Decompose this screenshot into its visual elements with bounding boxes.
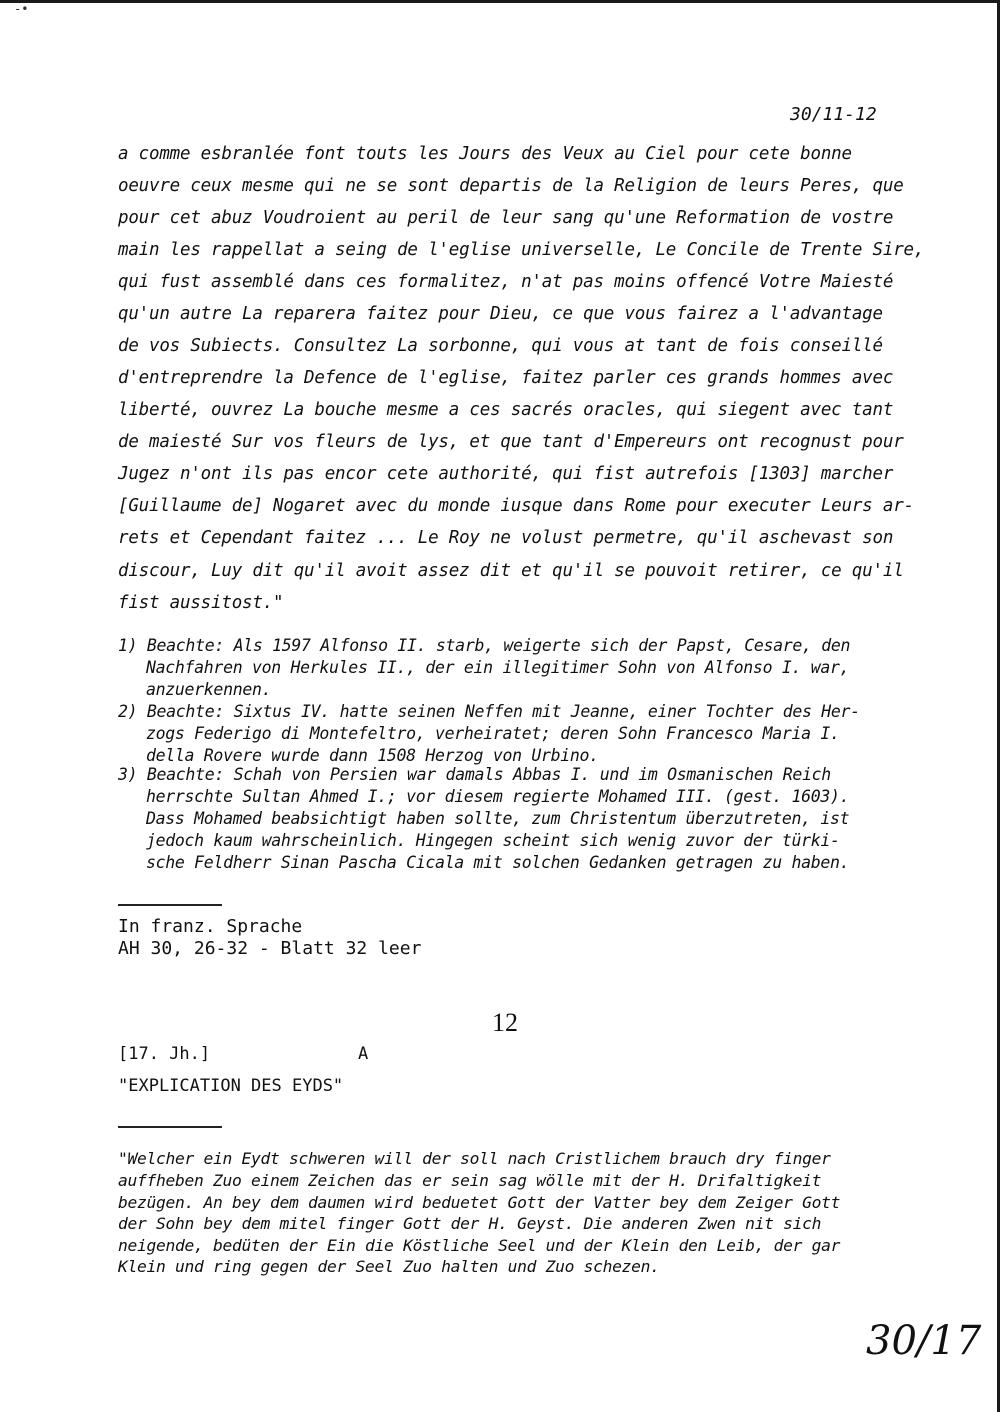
quote-line: auffheben Zuo einem Zeichen das er sein sag wölle mit der H. Drifaltigkeit [118, 1171, 822, 1190]
footnote-3-line: Dass Mohamed beabsichtigt haben sollte, zum Christentum überzutreten, ist [146, 809, 850, 828]
footnote-1-line: 1) Beachte: Als 1597 Alfonso II. starb, weigerte sich der Papst, Cesare, den [118, 636, 851, 655]
letter-line: rets et Cependant faitez ... Le Roy ne volust permetre, qu'il aschevast son [118, 528, 894, 548]
handwritten-folio-number: 30/17 [866, 1318, 982, 1364]
letter-line: qu'un autre La reparera faitez pour Dieu, ce que vous fairez a l'advantage [118, 304, 883, 324]
document-type: A [358, 1044, 369, 1064]
letter-line: oeuvre ceux mesme qui ne se sont departis de la Religion de leurs Peres, que [118, 176, 904, 196]
quote-line: Klein und ring gegen der Seel Zuo halten und Zuo schezen. [118, 1257, 660, 1276]
letter-line: d'entreprendre la Defence de l'eglise, faitez parler ces grands hommes avec [118, 368, 894, 388]
letter-line: qui fust assemblé dans ces formalitez, n'at pas moins offencé Votre Maiesté [118, 272, 894, 292]
quote-line: der Sohn bey dem mitel finger Gott der H. Geyst. Die anderen Zwen nit sich [118, 1214, 822, 1233]
letter-line: discour, Luy dit qu'il avoit assez dit et qu'il se pouvoit retirer, ce qu'il [118, 561, 904, 581]
quote-line: "Welcher ein Eydt schweren will der soll nach Cristlichem brauch dry finger [118, 1149, 831, 1168]
footnote-3-line: 3) Beachte: Schah von Persien war damals Abbas I. und im Osmanischen Reich [118, 765, 831, 784]
quote-line: neigende, bedüten der Ein die Köstliche Seel und der Klein den Leib, der gar [118, 1236, 841, 1255]
letter-line: liberté, ouvrez La bouche mesme a ces sacrés oracles, qui siegent avec tant [118, 400, 894, 420]
letter-line: a comme esbranlée font touts les Jours des Veux au Ciel pour cete bonne [118, 144, 852, 164]
footnote-1-line: Nachfahren von Herkules II., der ein illegitimer Sohn von Alfonso I. war, [146, 658, 850, 677]
letter-line: fist aussitost." [118, 593, 284, 613]
footnote-2-line: 2) Beachte: Sixtus IV. hatte seinen Neffen mit Jeanne, einer Tochter des Her- [118, 702, 860, 721]
footnote-3-line: sche Feldherr Sinan Pascha Cicala mit solchen Gedanken getragen zu haben. [146, 853, 850, 872]
separator-rule [118, 1126, 222, 1128]
letter-line: main les rappellat a seing de l'eglise universelle, Le Concile de Trente Sire, [118, 240, 925, 260]
separator-rule [118, 904, 222, 906]
letter-line: [Guillaume de] Nogaret avec du monde iusque dans Rome pour executer Leurs ar- [118, 496, 914, 516]
letter-line: de vos Subiects. Consultez La sorbonne, qui vous at tant de fois conseillé [118, 336, 883, 356]
source-archive: AH 30, 26-32 - Blatt 32 leer [118, 938, 422, 959]
letter-line: pour cet abuz Voudroient au peril de leur sang qu'une Reformation de vostre [118, 208, 894, 228]
document-date: [17. Jh.] [118, 1044, 211, 1064]
quote-line: bezügen. An bey dem daumen wird beduetet Gott der Vatter bey dem Zeiger Gott [118, 1193, 841, 1212]
footnote-1-line: anzuerkennen. [146, 680, 272, 699]
source-language: In franz. Sprache [118, 916, 303, 937]
letter-line: Jugez n'ont ils pas encor cete authorité, qui fist autrefois [1303] marcher [118, 464, 894, 484]
footnote-3-line: herrschte Sultan Ahmed I.; vor diesem regierte Mohamed III. (gest. 1603). [146, 787, 850, 806]
document-number: 12 [492, 1008, 518, 1037]
document-title: "EXPLICATION DES EYDS" [118, 1076, 344, 1096]
scan-edge-top [0, 0, 1000, 3]
footnote-3-line: jedoch kaum wahrscheinlich. Hingegen scheint sich wenig zuvor der türki- [146, 831, 840, 850]
letter-line: de maiesté Sur vos fleurs de lys, et que tant d'Empereurs ont recognust pour [118, 432, 904, 452]
footnote-2-line: della Rovere wurde dann 1508 Herzog von Urbino. [146, 746, 599, 765]
corner-mark: -• [14, 2, 29, 16]
footnote-2-line: zogs Federigo di Montefeltro, verheiratet; deren Sohn Francesco Maria I. [146, 724, 840, 743]
page-reference: 30/11-12 [790, 104, 877, 125]
